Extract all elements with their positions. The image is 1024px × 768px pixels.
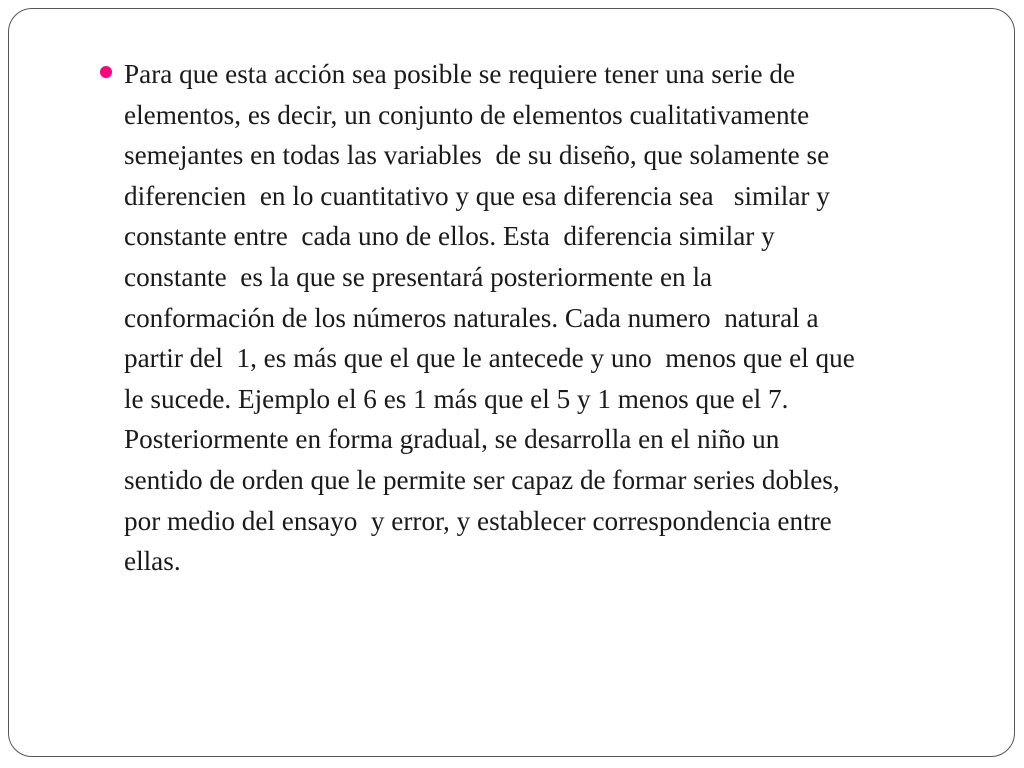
slide-body (100, 54, 970, 582)
paragraph-line: constante es la que se presentará posteriormente en la (124, 261, 713, 292)
paragraph-line: ellas. (124, 546, 181, 577)
paragraph-line: Posteriormente en forma gradual, se desarrolla en el niño un (124, 424, 780, 455)
paragraph-line: sentido de orden que le permite ser capaz de formar series dobles, (124, 464, 840, 495)
bullet-icon (100, 66, 112, 78)
paragraph-line: Para que esta acción sea posible se requiere tener una serie de (124, 59, 796, 89)
paragraph-line: conformación de los números naturales. Cada numero natural a (124, 302, 819, 333)
paragraph (124, 54, 970, 582)
paragraph-line: partir del 1, es más que el que le antecede y uno menos que el que (124, 343, 855, 374)
paragraph-line: constante entre cada uno de ellos. Esta diferencia similar y (124, 221, 775, 252)
paragraph-line: le sucede. Ejemplo el 6 es 1 más que el 5 y 1 menos que el 7. (124, 383, 789, 414)
paragraph-line: elementos, es decir, un conjunto de elementos cualitativamente (124, 99, 810, 130)
paragraph-line: por medio del ensayo y error, y establecer correspondencia entre (124, 505, 832, 536)
paragraph-line: semejantes en todas las variables de su diseño, que solamente se (124, 140, 830, 171)
bullet-item (100, 54, 970, 582)
paragraph-line: diferencien en lo cuantitativo y que esa diferencia sea similar y (124, 180, 830, 211)
